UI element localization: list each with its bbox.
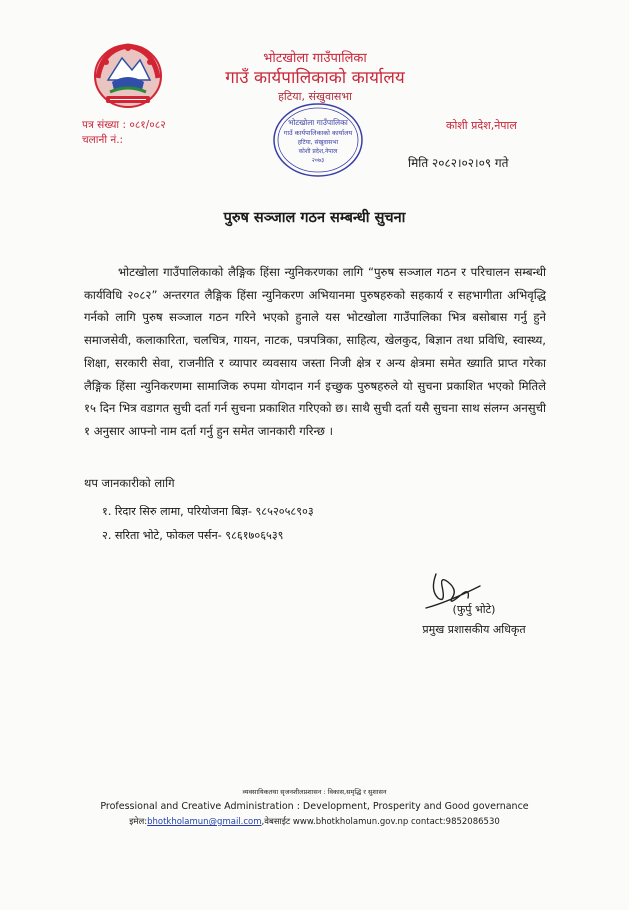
org-name: भोटखोला गाउँपालिका <box>263 51 367 66</box>
stamp-line-1: भोटखोला गाउँपालिका <box>288 118 348 127</box>
office-name: गाउँ कार्यपालिकाको कार्यालय <box>225 68 405 88</box>
letter-number: पत्र संख्या : ०८१/०८२ <box>82 119 166 131</box>
notice-subject: पुरुष सञ्जाल गठन सम्बन्धी सुचना <box>223 210 406 226</box>
signatory-name: (फुर्पु भोटे) <box>452 603 496 616</box>
letter-date: मिति २०८२।०२।०९ गते <box>408 156 509 170</box>
footer-contact <box>0 816 629 829</box>
website-contact: ,वेबसाईट www.bhotkholamun.gov.np contact:9852086530 <box>261 817 500 827</box>
province: कोशी प्रदेश,नेपाल <box>446 119 517 132</box>
footer-motto-np: व्यवसायिकतथा सृजनशीलप्रशासन : विकास,समृद्धि र सुशासन <box>242 788 387 796</box>
nepal-emblem-icon <box>92 38 164 110</box>
office-address: हटिया, संखुवासभा <box>278 90 352 103</box>
email-link[interactable]: bhotkholamun@gmail.com <box>147 817 262 827</box>
dispatch-number: चलानी नं.: <box>82 134 124 146</box>
footer-motto-en: Professional and Creative Administration : Development, Prosperity and Good governance <box>100 801 529 812</box>
signatory-block <box>409 600 539 640</box>
contact-item: १. रिदार सिरु लामा, परियोजना बिज्ञ- ९८५२०५८९०३ <box>102 505 314 518</box>
notice-body: भोटखोला गाउँपालिकाको लैङ्गिक हिंसा न्युनिकरणका लागि “पुरुष सञ्जाल गठन र परिचालन सम्बन्धी कार्यविधि २०८२” अन्तरगत लैङ्गिक हिंसा न्युनिकरण अभियानमा पुरुषहरुको सहकार्य र सहभागीता अभिवृद्धि गर्नको लागि पुरुष सञ्जाल गठन गरिने भएको हुनाले यस भोटखोला गाउँपालिका भित्र बसोबास गर्नु हुने समाजसेवी, कलाकारिता, चलचित्र, गायन, नाटक, पत्रपत्रिका, साहित्य, खेलकुद, बिज्ञान तथा प्रविधि, स्वास्थ्य, शिक्षा, सरकारी सेवा, राजनीति र व्यापार व्यवसाय जस्ता निजी क्षेत्र र अन्य क्षेत्रमा समेत ख्याति प्राप्त गरेका लैङ्गिक हिंसा न्युनिकरणमा सामाजिक रुपमा योगदान गर्न इच्छुक पुरुषहरुले यो सुचना प्रकाशित भएको मितिले १५ दिन भित्र वडागत सुची दर्ता गर्न सुचना प्रकाशित गरिएको छ। साथै सुची दर्ता यसै सुचना साथ संलग्न अनसुची १ अनुसार आफ्नो नाम दर्ता गर्नु हुन समेत जानकारी गरिन्छ । <box>84 265 546 438</box>
contact-list <box>102 500 314 548</box>
stamp-line-4: कोशी प्रदेश,नेपाल <box>298 148 338 155</box>
stamp-line-3: हटिया, संखुवासभा <box>297 139 339 146</box>
letterhead <box>170 50 460 104</box>
reference-block <box>82 118 166 148</box>
more-info-heading: थप जानकारीको लागि <box>84 476 175 490</box>
footer <box>0 787 629 829</box>
stamp-line-2: गाउँ कार्यपालिकाको कार्यालय <box>283 129 353 137</box>
email-label: इमेल: <box>129 817 148 827</box>
signatory-title: प्रमुख प्रशासकीय अधिकृत <box>422 623 526 636</box>
contact-item: २. सरिता भोटे, फोकल पर्सन- ९८६१७०६५३९ <box>102 529 284 542</box>
stamp-line-5: २०७३ <box>311 157 325 164</box>
office-stamp-icon <box>272 102 364 178</box>
